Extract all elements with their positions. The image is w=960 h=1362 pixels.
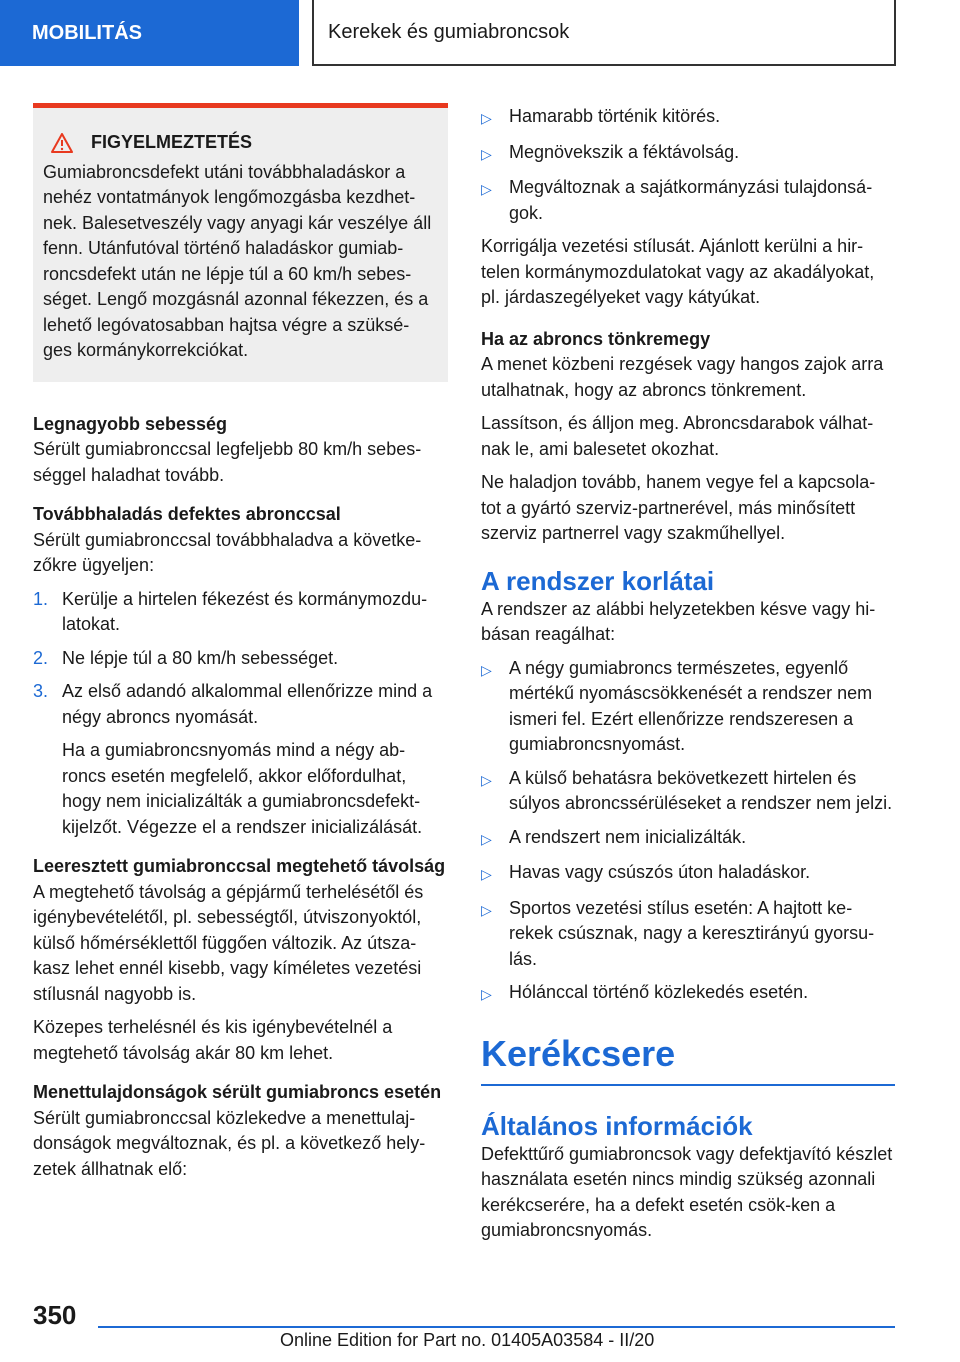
triangle-right-icon: ▷: [481, 986, 492, 1002]
footer-divider: [98, 1326, 895, 1328]
list-item-text: A külső behatásra bekövetkezett hirtelen és súlyos abroncssérüléseket a rendszer nem jelzi.: [509, 767, 893, 813]
section-title-limits: A rendszer korlátai: [481, 565, 715, 596]
paragraph: A megtehető távolság a gépjármű terhelésétől és igénybevételétől, pl. sebességtől, útviszonyoktól, külső hőmérséklettől függően változik. Az útsza-kasz lehet ennél kisebb, vagy kíméletes vezetési stílusnál nagyobb is.: [33, 881, 424, 1004]
paragraph: Defekttűrő gumiabroncsok vagy defektjavító készlet használata esetén nincs mindig szükség azonnali kerékcserére, ha a defekt esetén csök-ken a gumiabroncsnyomás.: [481, 1143, 893, 1240]
paragraph: A menet közbeni rezgések vagy hangos zajok arra utalhatnak, hogy az abroncs tönkrement.: [481, 354, 884, 400]
footer-edition: Online Edition for Part no. 01405A03584 - II/20: [280, 1330, 655, 1350]
list-item-text: A rendszert nem inicializálták.: [509, 826, 747, 847]
section-driving-properties: [33, 1080, 448, 1182]
triangle-right-icon: ▷: [481, 866, 492, 882]
list-item: [481, 980, 895, 1008]
header-chapter: [312, 0, 896, 66]
list-number: 3.: [33, 681, 49, 701]
triangle-right-icon: ▷: [481, 110, 492, 126]
section-tire-damage: [481, 327, 895, 547]
list-number: 2.: [33, 647, 49, 668]
list-note: Ha a gumiabroncsnyomás mind a négy ab-roncs esetén megfelelő, akkor előfordulhat, hogy nem inicializálták a gumiabroncsdefekt-kijelzőt. Végezze el a rendszer inicializálását.: [62, 740, 423, 837]
warning-title-text: FIGYELMEZTETÉS: [91, 132, 253, 152]
paragraph: Sérült gumiabronccsal közlekedve a menettulaj-donságok megváltoznak, és pl. a következő hely-zetek állhatnak elő:: [33, 1107, 426, 1179]
paragraph: Korrigálja vezetési stílusát. Ajánlott kerülni a hir-telen kormánymozdulatokat vagy az akadályokat, pl. járdaszegélyeket vagy kátyúkat.: [481, 236, 875, 307]
bullet-list: [481, 656, 895, 1008]
section-heading: Továbbhaladás defektes abronccsal: [33, 504, 341, 524]
section-flat-tire-distance: [33, 854, 448, 1066]
list-item-text: Kerülje a hirtelen fékezést és kormánymozdu-latokat.: [62, 588, 428, 634]
paragraph: Ne haladjon tovább, hanem vegye fel a kapcsola-tot a gyártó szerviz-partnerével, más minősített szerviz partnerrel vagy szakműhellyel.: [481, 472, 876, 543]
list-item: [33, 679, 448, 730]
section-heading: Menettulajdonságok sérült gumiabroncs esetén: [33, 1082, 442, 1102]
list-item: [481, 104, 895, 132]
header-section: [0, 0, 299, 66]
section-max-speed: [33, 412, 448, 489]
list-item-text: Megváltoznak a sajátkormányzási tulajdonsá-gok.: [509, 177, 873, 223]
paragraph: Lassítson, és álljon meg. Abroncsdarabok válhat-nak le, ami balesetet okozhat.: [481, 413, 874, 459]
list-item-text: Az első adandó alkalommal ellenőrizze mind a négy abroncs nyomását.: [62, 681, 433, 727]
warning-text: Gumiabroncsdefekt utáni továbbhaladáskor a nehéz vontatmányok lengőmozgásba kezdhet-nek. Balesetveszély vagy anyagi kár veszélye áll fenn. Utánfutóval történő haladáskor gumiab-roncsdefekt után ne lépje túl a 60 km/h sebes-séget. Lengő mozgásnál azonnal fékezzen, és a lehető legóvatosabban hajtsa végre a szüksé-ges kormánykorrekciókat.: [43, 161, 432, 360]
warning-title: [43, 130, 438, 156]
list-item-text: A négy gumiabroncs természetes, egyenlő mértékű nyomáscsökkenését a rendszer nem ismeri fel. Ezért ellenőrizze rendszeresen a gumiabroncsnyomást.: [509, 657, 873, 754]
triangle-right-icon: ▷: [481, 661, 492, 678]
list-item-text: Hólánccal történő közlekedés esetén.: [509, 982, 809, 1002]
list-item: [33, 587, 448, 638]
paragraph: Sérült gumiabronccsal legfeljebb 80 km/h sebes-séggel haladhat tovább.: [33, 439, 422, 485]
section-title-general: Általános információk: [481, 1110, 753, 1141]
section-heading: Ha az abroncs tönkremegy: [481, 328, 711, 349]
list-item-text: Havas vagy csúszós úton haladáskor.: [509, 862, 811, 882]
header-section-label: MOBILITÁS: [32, 21, 142, 44]
bullet-list: [481, 104, 895, 226]
section-continue-driving: [33, 502, 448, 840]
triangle-right-icon: ▷: [481, 830, 492, 847]
paragraph: A rendszer az alábbi helyzetekben késve vagy hi-básan reagálhat:: [481, 598, 876, 644]
triangle-right-icon: ▷: [481, 901, 492, 918]
paragraph: Közepes terhelésnél és kis igénybevételnél a megtehető távolság akár 80 km lehet.: [33, 1017, 393, 1063]
warning-box: [33, 103, 448, 382]
triangle-right-icon: ▷: [481, 145, 492, 162]
list-item: [481, 860, 895, 888]
list-item: [481, 175, 895, 226]
list-item-text: Ne lépje túl a 80 km/h sebességet.: [62, 647, 339, 668]
list-number: 1.: [33, 588, 49, 609]
triangle-right-icon: ▷: [481, 181, 492, 197]
list-item-text: Megnövekszik a féktávolság.: [509, 141, 740, 162]
list-item: [481, 140, 895, 168]
numbered-list: [33, 587, 448, 731]
header-chapter-label: Kerekek és gumiabroncsok: [328, 20, 570, 43]
left-column: [33, 103, 448, 1196]
list-item-text: Sportos vezetési stílus esetén: A hajtott ke-rekek csúsznak, nagy a keresztirányú gyorsu-lás.: [509, 897, 875, 969]
list-item: [481, 825, 895, 853]
section-heading: Legnagyobb sebesség: [33, 413, 228, 434]
paragraph: Sérült gumiabronccsal továbbhaladva a követke-zőkre ügyeljen:: [33, 529, 422, 575]
warning-triangle-icon: [51, 133, 73, 153]
right-column: [481, 104, 895, 1252]
triangle-right-icon: ▷: [481, 771, 492, 788]
chapter-title: Kerékcsere: [481, 1030, 895, 1086]
section-heading: Leeresztett gumiabronccsal megtehető távolság: [33, 856, 446, 876]
page-number: 350: [33, 1300, 77, 1330]
list-item: [481, 656, 895, 758]
list-item: [33, 646, 448, 672]
list-item: [481, 896, 895, 973]
list-item-text: Hamarabb történik kitörés.: [509, 106, 721, 126]
list-item: [481, 766, 895, 817]
